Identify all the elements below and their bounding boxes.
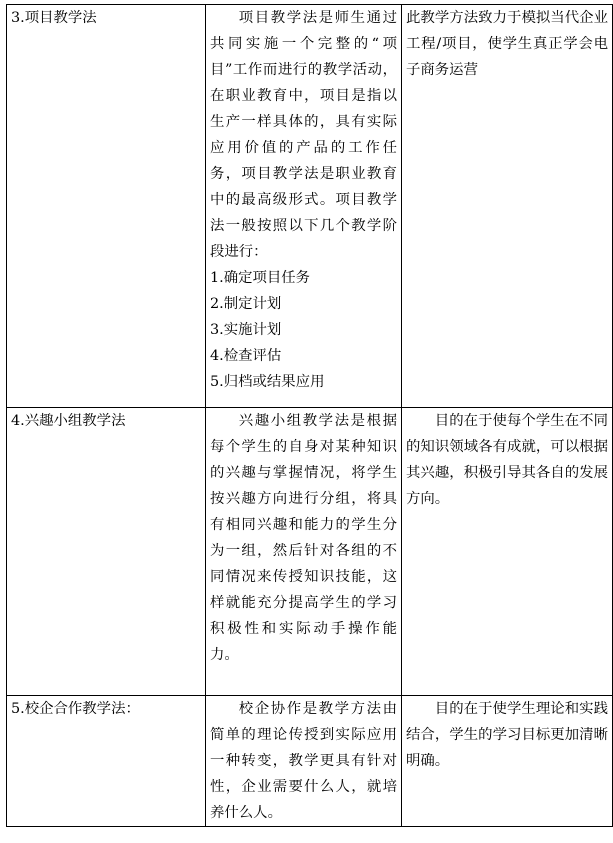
description-cell — [206, 5, 402, 408]
goal-cell — [402, 5, 613, 408]
goal-text: 目的在于使学生理论和实践结合，学生的学习目标更加清晰明确。 — [406, 701, 608, 769]
method-name-cell — [7, 408, 206, 696]
goal-text: 目的在于使每个学生在不同的知识领域各有成就，可以根据其兴趣，积极引导其各自的发展方向。 — [406, 413, 608, 507]
teaching-methods-table — [6, 4, 613, 827]
method-name: 5.校企合作教学法： — [11, 701, 140, 717]
method-name: 3.项目教学法 — [11, 10, 97, 26]
list-item: 4.检查评估 — [210, 348, 282, 364]
goal-text: 此教学方法致力于模拟当代企业工程/项目，使学生真正学会电子商务运营 — [406, 10, 608, 78]
goal-cell — [402, 408, 613, 696]
table-row — [7, 408, 613, 696]
method-name-cell — [7, 696, 206, 827]
method-name-cell — [7, 5, 206, 408]
description-text: 兴趣小组教学法是根据每个学生的自身对某种知识的兴趣与掌握情况，将学生按兴趣方向进行分组，将具有相同兴趣和能力的学生分为一组，然后针对各组的不同情况来传授知识技能，这样就能充分提高学生的学习积极性和实际动手操作能力。 — [210, 413, 397, 663]
description-cell — [206, 408, 402, 696]
goal-cell — [402, 696, 613, 827]
method-name: 4.兴趣小组教学法 — [11, 413, 126, 429]
description-cell — [206, 696, 402, 827]
table-row — [7, 5, 613, 408]
step-list — [210, 265, 397, 395]
list-item: 5.归档或结果应用 — [210, 374, 325, 390]
description-text: 项目教学法是师生通过共同实施一个完整的“项目”工作而进行的教学活动，在职业教育中，项目是指以生产一样具体的，具有实际应用价值的产品的工作任务，项目教学法是职业教育中的最高级形式。项目教学法一般按照以下几个教学阶段进行： — [210, 10, 397, 260]
table-row — [7, 696, 613, 827]
list-item: 1.确定项目任务 — [210, 270, 311, 286]
description-text: 校企协作是教学方法由简单的理论传授到实际应用一种转变，教学更具有针对性，企业需要什么人，就培养什么人。 — [210, 701, 397, 821]
list-item: 2.制定计划 — [210, 296, 282, 312]
list-item: 3.实施计划 — [210, 322, 282, 338]
